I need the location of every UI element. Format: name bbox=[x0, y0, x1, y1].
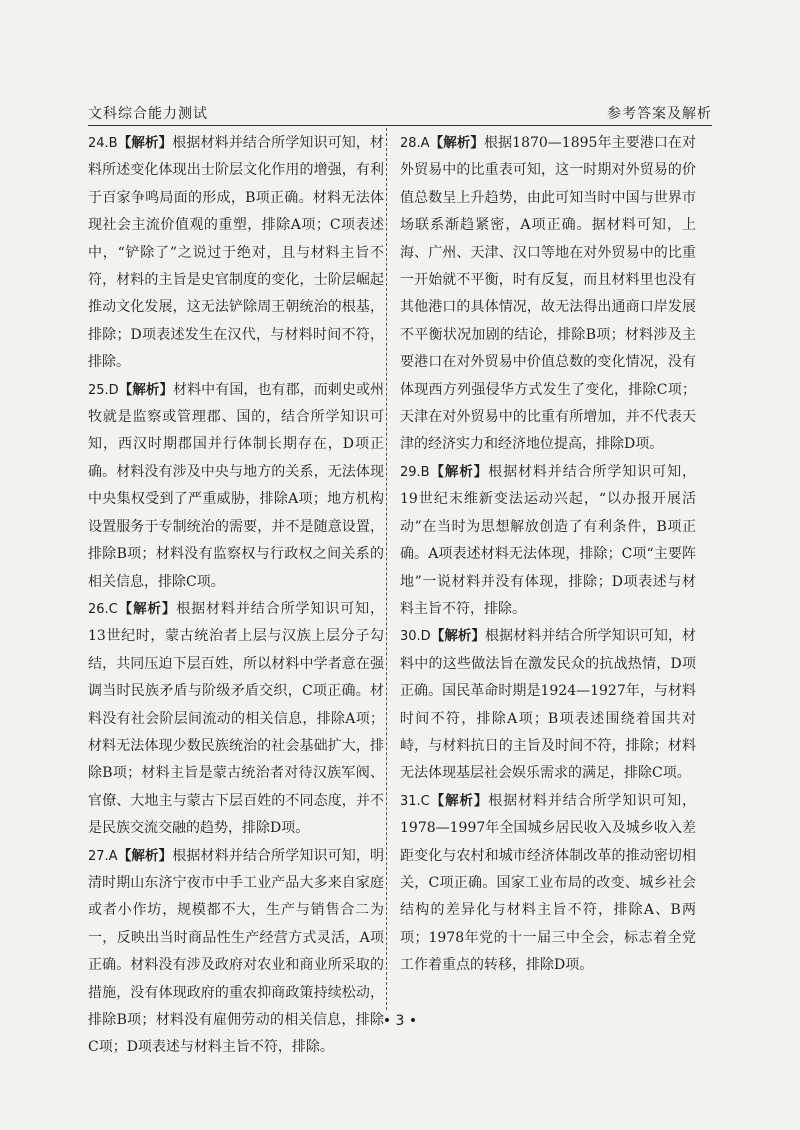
right-column bbox=[400, 130, 696, 980]
analysis-tag: 【解析】 bbox=[117, 847, 173, 864]
answer-text: 根据材料并结合所学知识可知，材料所述变化体现出士阶层文化作用的增强，有利于百家争鸣局面的形成，B项正确。材料无法体现社会主流价值观的重塑，排除A项；C项表述中，“铲除了”之说过于绝对，且与材料主旨不符，材料的主旨是史官制度的变化，士阶层崛起推动文化发展，这无法铲除周王朝统治的根基，排除；D项表述发生在汉代，与材料时间不符，排除。 bbox=[88, 135, 385, 371]
answer-item-28 bbox=[400, 130, 696, 459]
answer-number: 24.B bbox=[88, 136, 118, 151]
answer-number: 25.D bbox=[88, 382, 119, 398]
answer-text: 根据材料并结合所学知识可知，材料中的这些做法旨在激发民众的抗战热情，D项正确。国民革命时期是1924—1927年，与材料时间不符，排除A项；B项表述围绕着国共对峙，与材料抗日的主旨及时间不符，排除；材料无法体现基层社会娱乐需求的满足，排除C项。 bbox=[400, 628, 697, 782]
analysis-tag: 【解析】 bbox=[430, 628, 486, 645]
analysis-tag: 【解析】 bbox=[429, 792, 489, 809]
answer-item-24 bbox=[88, 130, 384, 377]
answer-number: 29.B bbox=[400, 464, 430, 480]
answer-item-30 bbox=[400, 623, 696, 787]
answer-text: 根据材料并结合所学知识可知，1978—1997年全国城乡居民收入及城乡收入差距变化与农村和城市经济体制改革的推动密切相关，C项正确。国家工业布局的改变、城乡社会结构的差异化与材料主旨不符，排除A、B两项；1978年党的十一届三中全会，标志着全党工作着重点的转移，排除D项。 bbox=[400, 792, 697, 974]
answer-text: 根据1870—1895年主要港口在对外贸易中的比重表可知，这一时期对外贸易的价值总数呈上升趋势，由此可知当时中国与世界市场联系渐趋紧密，A项正确。据材料可知，上海、广州、天津、汉口等地在对外贸易中的比重一开始就不平衡，时有反复，而且材料里也没有其他港口的具体情况，故无法得出通商口岸发展不平衡状况加剧的结论，排除B项；材料涉及主要港口在对外贸易中价值总数的变化情况，没有体现西方列强侵华方式发生了变化，排除C项；天津在对外贸易中的比重有所增加，并不代表天津的经济实力和经济地位提高，排除D项。 bbox=[400, 135, 697, 453]
answer-item-25 bbox=[88, 377, 384, 596]
analysis-tag: 【解析】 bbox=[118, 381, 174, 398]
answer-number: 28.A bbox=[400, 136, 430, 151]
page-header bbox=[88, 103, 712, 126]
analysis-tag: 【解析】 bbox=[429, 135, 484, 151]
answer-text: 根据材料并结合所学知识可知，明清时期山东济宁夜市中手工业产品大多来自家庭或者小作坊，规模都不大，生产与销售合二为一，反映出当时商品性生产经营方式灵活，A项正确。材料没有涉及政府对农业和商业所采取的措施，没有体现政府的重农抑商政策持续松动，排除B项；材料没有雇佣劳动的相关信息，排除C项；D项表述与材料主旨不符，排除。 bbox=[88, 847, 385, 1056]
answer-text: 根据材料并结合所学知识可知，13世纪时，蒙古统治者上层与汉族上层分子勾结，共同压迫下层百姓，所以材料中学者意在强调当时民族矛盾与阶级矛盾交织，C项正确。材料没有社会阶层间流动的相关信息，排除A项；材料无法体现少数民族统治的社会基础扩大，排除B项；材料主旨是蒙古统治者对待汉族军阀、官僚、大地主与蒙古下层百姓的不同态度，并不是民族交流交融的趋势，排除D项。 bbox=[88, 600, 385, 837]
answer-number: 31.C bbox=[400, 793, 430, 809]
answer-item-29 bbox=[400, 459, 696, 623]
answer-item-31 bbox=[400, 788, 696, 980]
left-column bbox=[88, 130, 384, 1062]
answer-text: 材料中有国，也有郡，而刺史或州牧就是监察或管理郡、国的，结合所学知识可知，西汉时期郡国并行体制长期存在，D项正确。材料没有涉及中央与地方的关系，无法体现中央集权受到了严重威胁，排除A项；地方机构设置服务于专制统治的需要，并不是随意设置，排除B项；材料没有监察权与行政权之间关系的相关信息，排除C项。 bbox=[88, 381, 385, 590]
answer-number: 27.A bbox=[88, 848, 118, 864]
analysis-tag: 【解析】 bbox=[117, 135, 173, 151]
answer-number: 26.C bbox=[88, 601, 118, 617]
answer-item-26 bbox=[88, 596, 384, 843]
answer-number: 30.D bbox=[400, 629, 431, 645]
analysis-tag: 【解析】 bbox=[429, 463, 489, 480]
answer-text: 根据材料并结合所学知识可知，19世纪末维新变法运动兴起，“以办报开展活动”在当时为思想解放创造了有利条件，B项正确。A项表述材料无法体现，排除；C项“主要阵地”一说材料并没有体现，排除；D项表述与材料主旨不符，排除。 bbox=[400, 463, 697, 617]
column-divider bbox=[386, 128, 387, 1010]
page-number: • 3 • bbox=[382, 1013, 418, 1029]
header-subject: 文科综合能力测试 bbox=[88, 106, 208, 122]
header-section: 参考答案及解析 bbox=[607, 106, 712, 122]
analysis-tag: 【解析】 bbox=[117, 600, 177, 617]
